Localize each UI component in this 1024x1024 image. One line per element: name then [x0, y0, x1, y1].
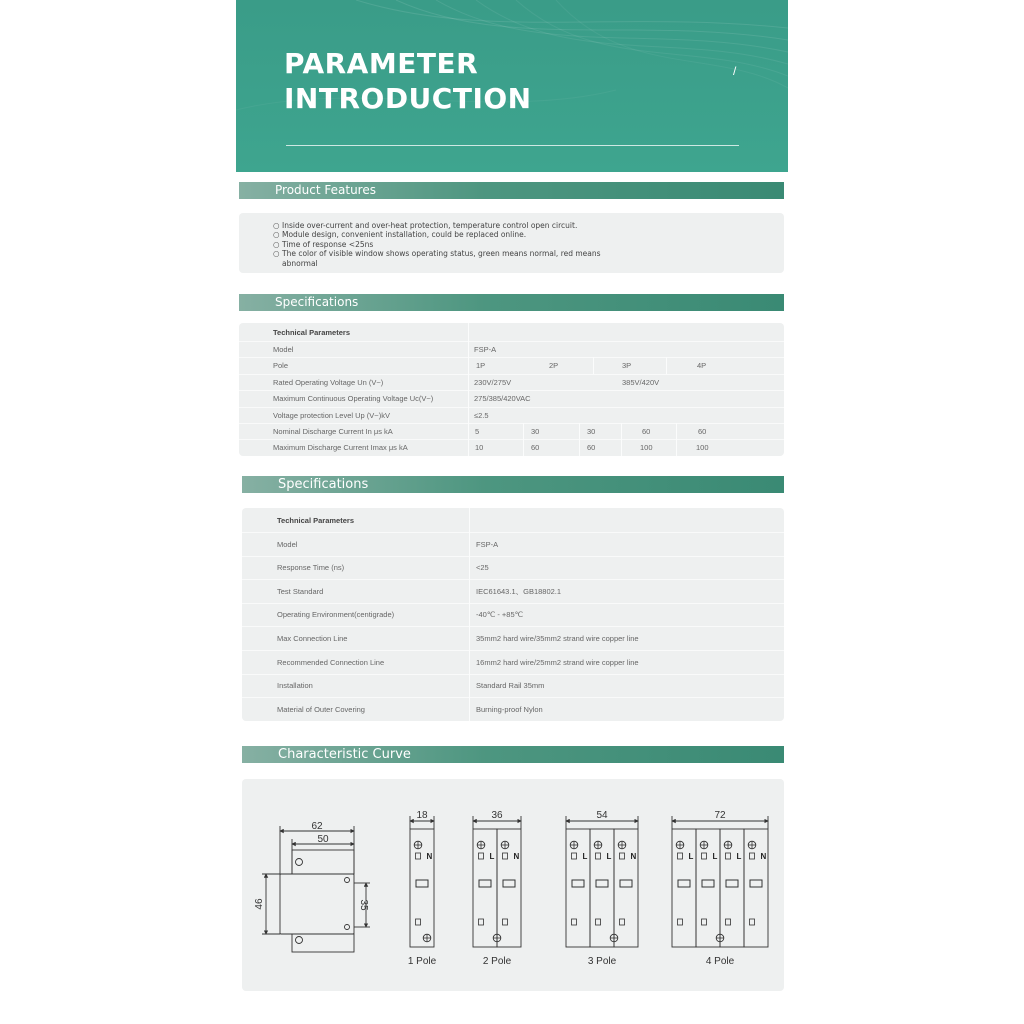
feature-item: ○ Inside over-current and over-heat protection, temperature control open circuit. [273, 221, 578, 230]
terminal-label: L [489, 852, 495, 861]
column-divider [579, 423, 580, 456]
module-body [497, 829, 521, 947]
column-divider [523, 423, 524, 456]
spec-value: <25 [476, 563, 489, 572]
curve-heading: Characteristic Curve [242, 746, 784, 763]
title-line-2: INTRODUCTION [284, 82, 532, 115]
status-window [702, 880, 714, 887]
spec1-row-pole [239, 357, 784, 375]
spec1-row-protection-level [239, 407, 784, 424]
module-body [744, 829, 768, 947]
spec-value: 60 [698, 426, 707, 436]
spec2-row [242, 626, 784, 651]
column-divider [468, 323, 469, 456]
dim-height-outer: 46 [254, 898, 265, 910]
column-divider [676, 423, 677, 456]
side-view-drawing [262, 826, 370, 952]
terminal-label: L [582, 852, 588, 861]
pole-width-label: 36 [491, 810, 503, 821]
spec-value: 230V/275V [474, 377, 512, 387]
page-title [284, 46, 532, 116]
module-body [720, 829, 744, 947]
module-body [590, 829, 614, 947]
spec-value: 30 [531, 426, 540, 436]
feature-item: ○ Module design, convenient installation, could be replaced online. [273, 230, 527, 240]
feature-item: ○ Time of response <25ns [273, 239, 374, 249]
curve-panel [242, 779, 784, 991]
spec-value: 16mm2 hard wire/25mm2 strand wire copper line [476, 657, 639, 667]
pole-width-label: 18 [416, 810, 428, 821]
spec2-table [242, 508, 784, 721]
status-window [416, 880, 428, 887]
feature-item: ○ The color of visible window shows operating status, green means normal, red means abnormal [273, 249, 601, 268]
status-window [572, 880, 584, 887]
terminal-label: L [712, 852, 718, 861]
spec2-row [242, 556, 784, 580]
spec-value: 4P [697, 361, 707, 370]
pole-label: 2 Pole [482, 956, 512, 967]
spec-value: FSP-A [476, 539, 499, 549]
pole-drawing [473, 810, 521, 967]
dim-height-inner: 35 [358, 899, 369, 911]
spec-value: 30 [587, 426, 596, 436]
spec-value: FSP-A [474, 344, 497, 354]
column-divider [666, 357, 667, 374]
spec-label: Model [273, 344, 294, 354]
spec2-row [242, 650, 784, 675]
title-divider [286, 145, 739, 146]
spec-value: 60 [587, 443, 596, 452]
module-body [410, 829, 434, 947]
spec-value: 100 [696, 443, 709, 452]
spec-value: IEC61643.1、GB18802.1 [476, 586, 562, 596]
hero-banner [236, 0, 788, 172]
spec-label: Material of Outer Covering [277, 704, 365, 714]
pole-drawing [408, 810, 437, 967]
terminal-label: L [606, 852, 612, 861]
spec-value: Burning-proof Nylon [476, 704, 543, 714]
pole-width-label: 54 [596, 810, 608, 821]
terminal-label: N [426, 852, 433, 861]
terminal-label: N [630, 852, 637, 861]
spec-value: 2P [549, 361, 559, 370]
spec2-header-label: Technical Parameters [277, 515, 354, 525]
terminal-label: L [736, 852, 742, 861]
spec-value: 60 [642, 426, 651, 436]
column-divider [621, 423, 622, 456]
spec2-row [242, 532, 784, 557]
slash-mark: / [733, 64, 737, 78]
pole-label: 4 Pole [705, 956, 735, 967]
spec1-row-max-discharge [239, 439, 784, 456]
status-window [479, 880, 491, 887]
spec1-row-nominal-discharge [239, 423, 784, 440]
spec-value: 60 [531, 443, 540, 452]
features-heading: Product Features [239, 182, 784, 199]
spec-value: 275/385/420VAC [474, 394, 531, 403]
parameter-page [236, 0, 788, 1024]
terminal-label: N [513, 852, 520, 861]
spec2-row [242, 579, 784, 604]
spec-label: Pole [273, 361, 289, 370]
module-body [696, 829, 720, 947]
spec-label: Test Standard [277, 586, 324, 596]
module-body [614, 829, 638, 947]
column-divider [593, 357, 594, 374]
terminal-label: N [760, 852, 767, 861]
spec-label: Voltage protection Level Up (V~)kV [273, 410, 390, 420]
spec-value: ≤2.5 [474, 410, 489, 420]
spec2-row [242, 603, 784, 627]
spec1-row-rated-voltage [239, 374, 784, 391]
status-window [678, 880, 690, 887]
module-body [672, 829, 696, 947]
circle-bullet-icon: ○ [273, 249, 280, 259]
spec-value: 35mm2 hard wire/35mm2 strand wire copper line [476, 633, 639, 643]
spec-label: Operating Environment(centigrade) [277, 610, 395, 619]
pole-label: 3 Pole [587, 956, 617, 967]
spec1-header-row [239, 323, 784, 342]
pole-drawing [566, 810, 638, 967]
spec2-row [242, 674, 784, 698]
dimension-drawings [242, 779, 784, 991]
terminal-label: L [688, 852, 694, 861]
title-line-1: PARAMETER [284, 47, 479, 80]
status-window [726, 880, 738, 887]
spec-label: Rated Operating Voltage Un (V~) [273, 377, 384, 387]
status-window [750, 880, 762, 887]
status-window [503, 880, 515, 887]
spec2-heading: Specifications [242, 476, 784, 493]
spec-value: 1P [476, 361, 486, 370]
status-window [620, 880, 632, 887]
spec-label: Model [277, 539, 298, 549]
circle-bullet-icon: ○ [273, 239, 280, 249]
pole-label: 1 Pole [407, 956, 437, 967]
spec1-row-model [239, 341, 784, 358]
column-divider [469, 508, 470, 721]
spec-label: Maximum Continuous Operating Voltage Uc(V~) [273, 394, 434, 403]
spec-value: 385V/420V [622, 377, 660, 387]
status-window [596, 880, 608, 887]
dim-width-inner: 50 [317, 834, 329, 845]
spec-label: Max Connection Line [277, 633, 348, 643]
spec1-heading: Specifications [239, 294, 784, 311]
spec-label: Nominal Discharge Current In μs kA [273, 426, 393, 436]
spec-value: Standard Rail 35mm [476, 681, 545, 690]
spec-label: Response Time (ns) [277, 563, 345, 572]
spec-value: 10 [475, 443, 484, 452]
pole-drawing [672, 810, 768, 967]
circle-bullet-icon: ○ [273, 230, 280, 240]
spec1-table [239, 323, 784, 456]
circle-bullet-icon: ○ [273, 221, 280, 230]
module-body [473, 829, 497, 947]
module-body [566, 829, 590, 947]
spec1-header-label: Technical Parameters [273, 327, 350, 337]
spec-label: Installation [277, 681, 313, 690]
spec-label: Maximum Discharge Current Imax μs kA [273, 443, 408, 452]
pole-width-label: 72 [714, 810, 726, 821]
spec-value: -40℃ - +85℃ [476, 610, 524, 619]
dim-width-outer: 62 [311, 821, 323, 832]
features-panel [239, 213, 784, 273]
spec2-header-row [242, 508, 784, 533]
spec-label: Recommended Connection Line [277, 657, 385, 667]
spec-value: 3P [622, 361, 632, 370]
spec-value: 100 [640, 443, 653, 452]
spec1-row-max-cont-voltage [239, 390, 784, 408]
spec2-row [242, 697, 784, 721]
spec-value: 5 [475, 426, 480, 436]
pole-drawings [408, 810, 768, 967]
